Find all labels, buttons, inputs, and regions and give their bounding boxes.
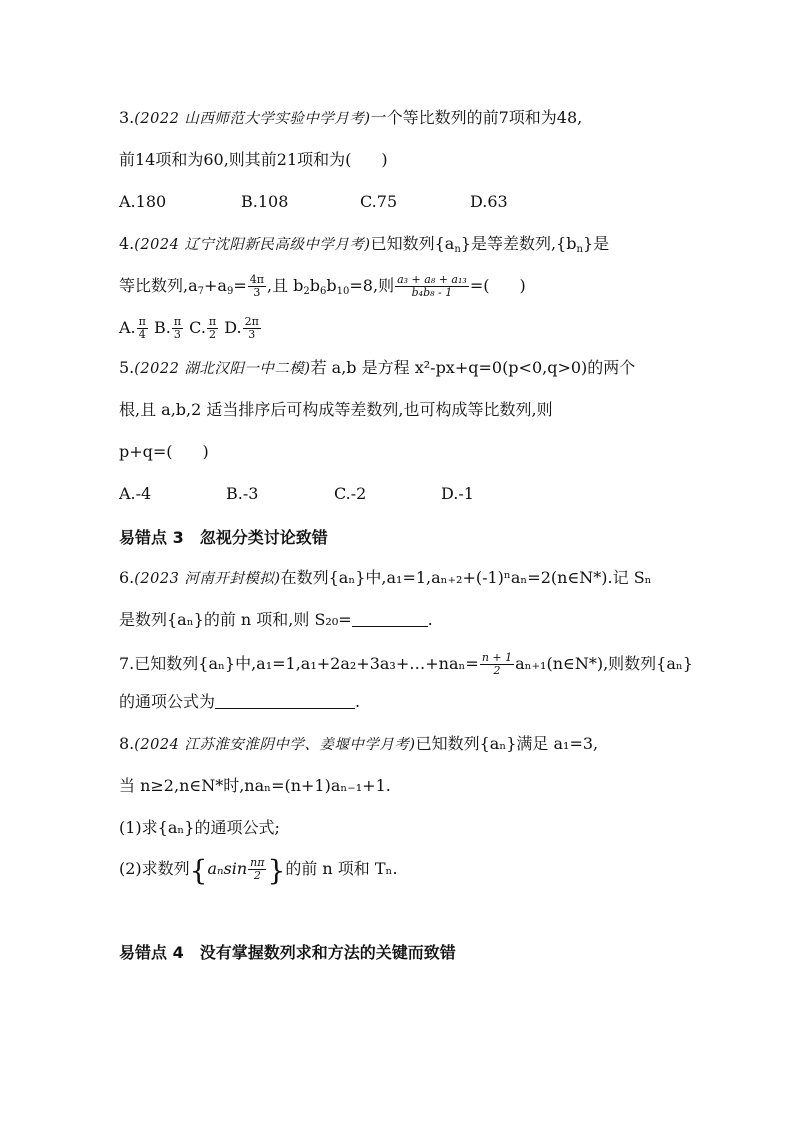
q8-line1: 8.(2024 江苏淮安淮阴中学、姜堰中学月考)已知数列{aₙ}满足 a₁=3, [119, 734, 599, 753]
q7-fraction: $\frac{n + 1}{2}$ [481, 651, 513, 677]
q5-line1: 5.(2022 湖北汉阳一中二模)若 a,b 是方程 x²-px+q=0(p<0,q>0)的两个 [119, 358, 636, 377]
q8-line2: 当 n≥2,n∈N*时,naₙ=(n+1)aₙ₋₁+1. [119, 776, 391, 795]
q3-option-a: A.180 [119, 192, 167, 211]
q4-options [119, 316, 262, 341]
q4-option-a: A. $\frac{\pi}{4}$ [119, 315, 146, 341]
q5-line2: 根,且 a,b,2 适当排序后可构成等差数列,也可构成等比数列,则 [119, 400, 553, 419]
q3-number: 3. [119, 108, 135, 127]
q7-answer-blank [215, 694, 355, 709]
q6-line1: 6.(2023 河南开封模拟)在数列{aₙ}中,a₁=1,aₙ₊₂+(-1)ⁿaₙ=2(n∈N*).记 Sₙ [119, 568, 652, 587]
q3-text: 一个等比数列的前7项和为48, [370, 108, 583, 127]
q6-answer-blank [352, 612, 428, 627]
q5-option-d: D.-1 [441, 484, 474, 503]
q3-line2: 前14项和为60,则其前21项和为( ) [119, 150, 388, 169]
q8-part2: (2)求数列{aₙsin $\frac{n\pi}{2}$ }的前 n 项和 Tₙ. [119, 854, 398, 887]
q6-line2: 是数列{aₙ}的前 n 项和,则 S₂₀= . [119, 610, 433, 629]
q5-line3: p+q=( ) [119, 442, 209, 461]
q4-line1: 4.(2024 辽宁沈阳新民高级中学月考)已知数列$\{a_n\}$是等差数列$,\{b_n\}$是 [119, 234, 610, 255]
q3-option-b: B.108 [241, 192, 289, 211]
q5-option-b: B.-3 [226, 484, 259, 503]
q5-option-a: A.-4 [119, 484, 152, 503]
q8-part1: (1)求{aₙ}的通项公式; [119, 818, 280, 837]
q5-source: (2022 湖北汉阳一中二模) [134, 361, 311, 377]
q8-source: (2024 江苏淮安淮阴中学、姜堰中学月考) [134, 737, 416, 753]
q8-fraction: $\frac{n\pi}{2}$ [250, 856, 265, 882]
q4-fraction-4pi-3: $\frac{4\pi}{3}$ [249, 273, 264, 299]
q4-fraction-main: $\frac{\text{a₃ + a₈ + a₁₃}}{\text{b₄b₈ - 1}}$ [397, 273, 467, 299]
q3-option-c: C.75 [360, 192, 398, 211]
q3-option-d: D.63 [470, 192, 508, 211]
q4-option-d: D. $\frac{2\pi}{3}$ [224, 315, 259, 341]
q4-option-b: B. $\frac{\pi}{3}$ [153, 315, 182, 341]
q7-line2: 的通项公式为 . [119, 692, 361, 711]
q3-line1 [119, 108, 582, 129]
q6-source: (2023 河南开封模拟) [134, 571, 281, 587]
q3-source: (2022 山西师范大学实验中学月考) [134, 111, 371, 127]
q7-line1: 7.已知数列{aₙ}中,a₁=1,a₁+2a₂+3a₃+…+naₙ= $\frac{n + 1}{2}$ aₙ₊₁(n∈N*),则数列{aₙ} [119, 651, 693, 677]
section-heading-3: 易错点 3 忽视分类讨论致错 [119, 528, 328, 547]
q4-option-c: C. $\frac{\pi}{2}$ [189, 315, 217, 341]
q4-source: (2024 辽宁沈阳新民高级中学月考) [134, 237, 371, 253]
q5-option-c: C.-2 [334, 484, 367, 503]
section-heading-4: 易错点 4 没有掌握数列求和方法的关键而致错 [119, 943, 456, 962]
q4-line2: 等比数列$,a_7+a_9=$ $\frac{4\pi}{3}$ ,且 $b_2b_6b_{10}=8$,则 $\frac{\text{a₃ + a₈ + a₁₃}}{\text{b₄b₈ - 1}}$ =( ) [119, 273, 526, 299]
